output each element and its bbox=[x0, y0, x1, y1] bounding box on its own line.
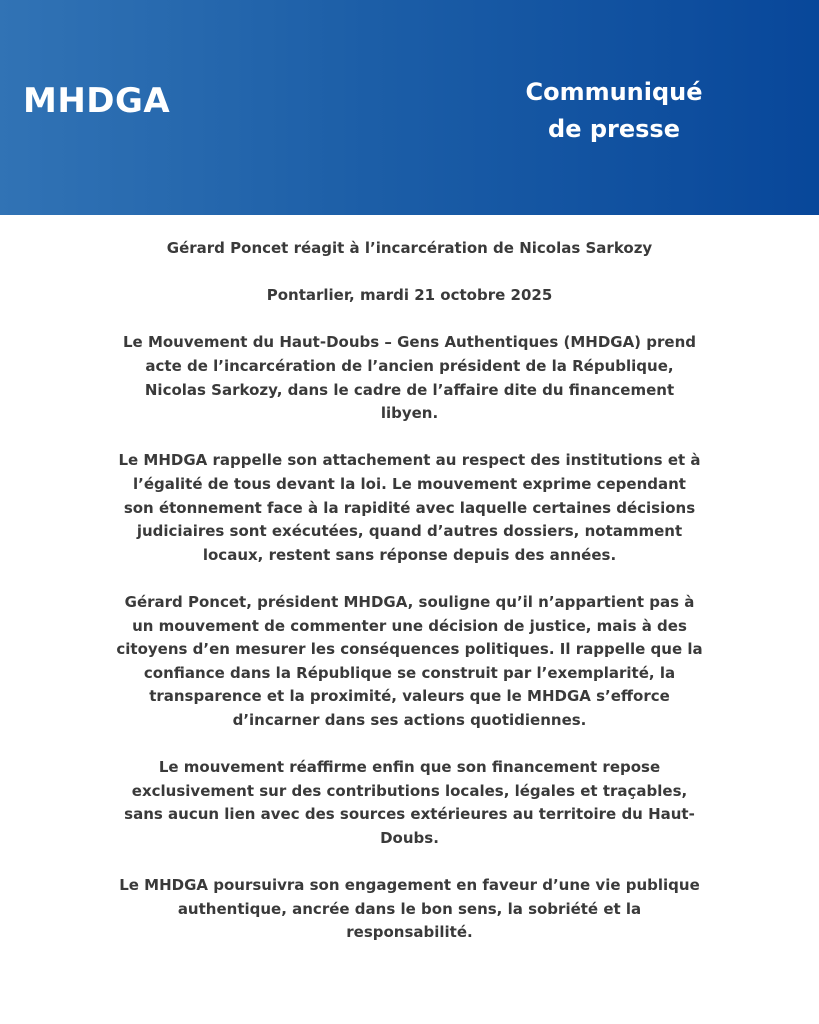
document-type-label bbox=[494, 74, 734, 148]
paragraph-2: Le MHDGA rappelle son attachement au respect des institutions et à l’égalité de tous devant la loi. Le mouvement exprime cependant son étonnement face à la rapidité avec laquelle certaines décisions judiciaires sont exécutées, quand d’autres dossiers, notamment locaux, restent sans réponse depuis des années. bbox=[118, 451, 701, 564]
dateline: Pontarlier, mardi 21 octobre 2025 bbox=[266, 286, 553, 305]
header-banner bbox=[0, 0, 819, 215]
logo-text: MHDGA bbox=[23, 81, 171, 121]
document-type-line-2: de presse bbox=[548, 115, 680, 143]
paragraph-3: Gérard Poncet, président MHDGA, souligne qu’il n’appartient pas à un mouvement de commenter une décision de justice, mais à des citoyens d’en mesurer les conséquences politiques. Il rappelle que la confiance dans la République se construit par l’exemplarité, la transparence et la proximité, valeurs que le MHDGA s’efforce d’incarner dans ses actions quotidiennes. bbox=[116, 592, 703, 729]
paragraph-4: Le mouvement réaffirme enfin que son financement repose exclusivement sur des contributions locales, légales et traçables, sans aucun lien avec des sources extérieures au territoire du Haut- Doubs. bbox=[124, 758, 695, 847]
paragraph-1: Le Mouvement du Haut-Doubs – Gens Authentiques (MHDGA) prend acte de l’incarcération de l’ancien président de la République, Nicolas Sarkozy, dans le cadre de l’affaire dite du financement libyen. bbox=[123, 333, 696, 423]
press-release-body bbox=[70, 237, 749, 968]
document-type-line-1: Communiqué bbox=[525, 78, 703, 106]
paragraph-5: Le MHDGA poursuivra son engagement en faveur d’une vie publique authentique, ancrée dans le bon sens, la sobriété et la responsabilité. bbox=[119, 876, 700, 942]
press-release-title: Gérard Poncet réagit à l’incarcération de Nicolas Sarkozy bbox=[166, 239, 653, 257]
